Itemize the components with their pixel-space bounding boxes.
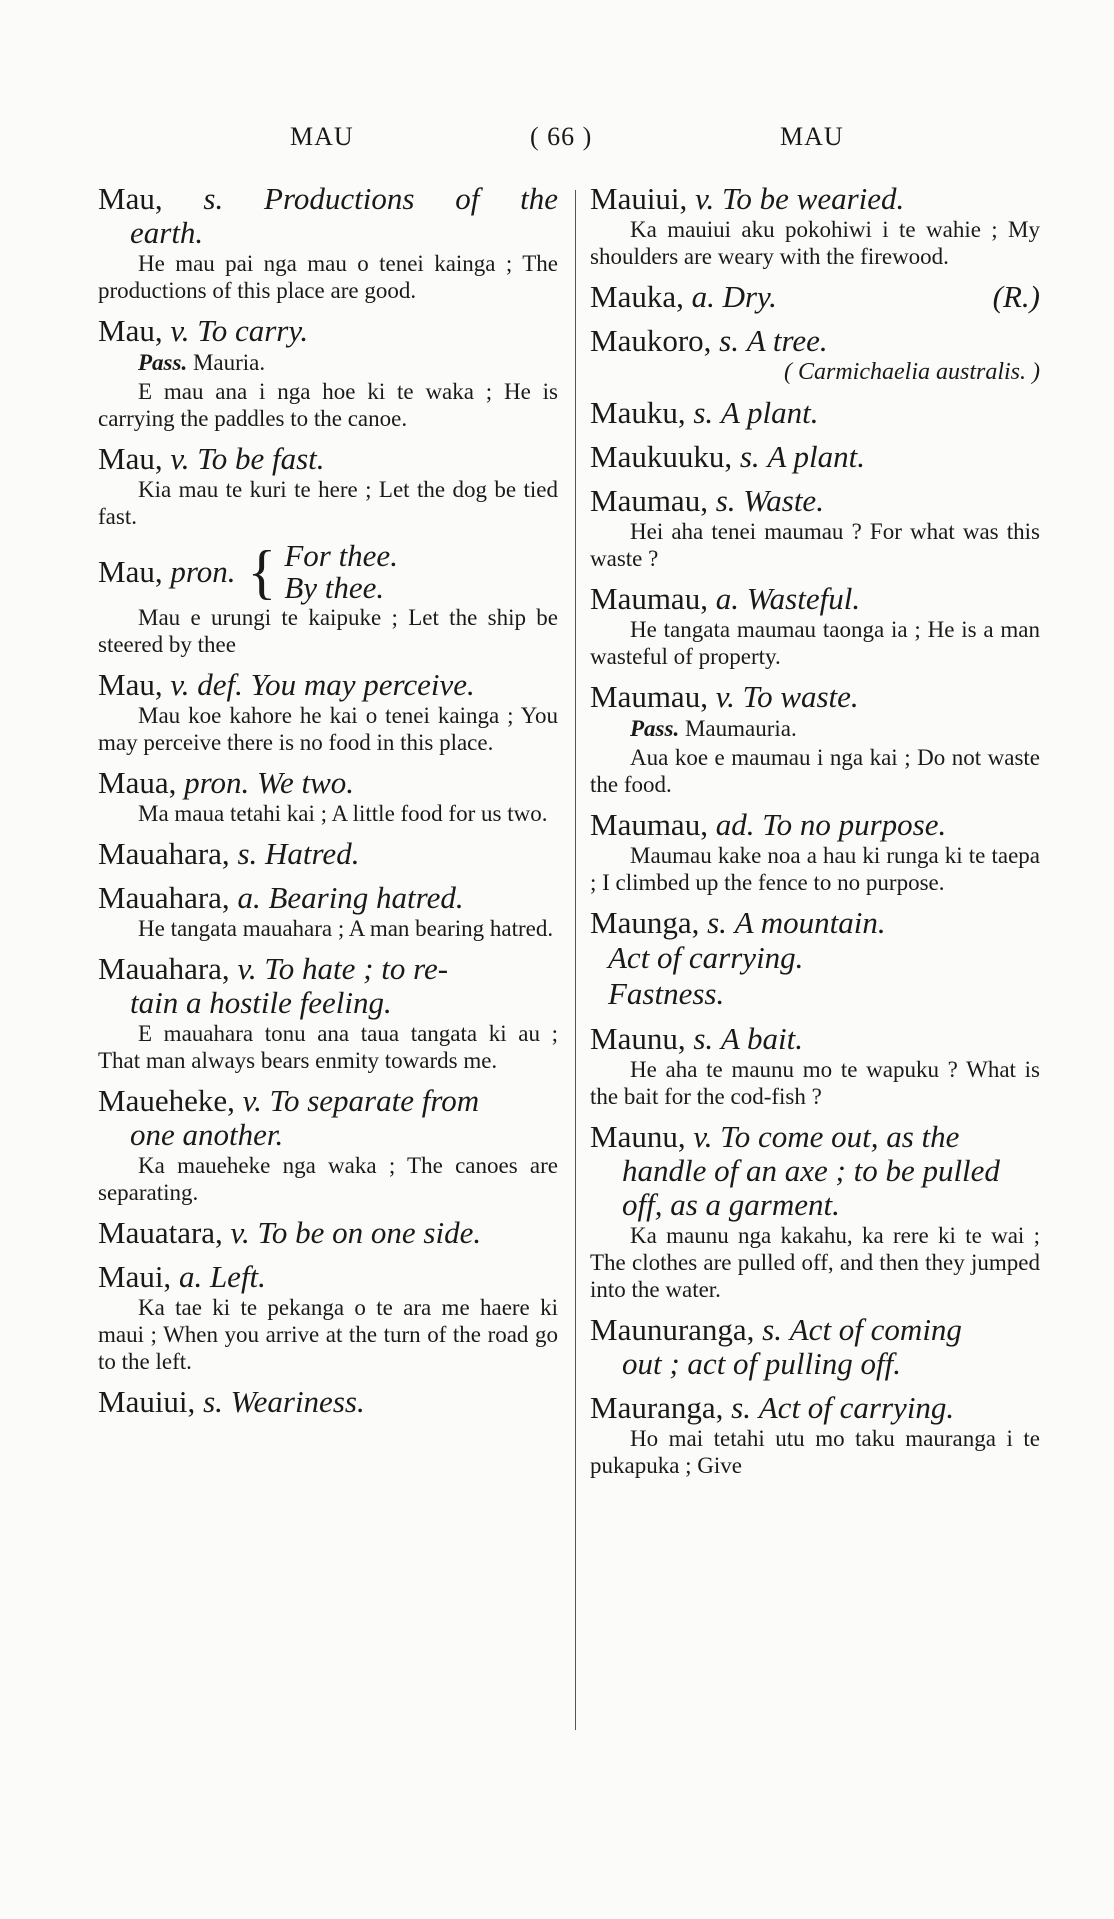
- header-left-guideword: MAU: [290, 122, 354, 151]
- entry-maukuuku: [590, 440, 1040, 474]
- example: Ka tae ki te pekanga o te ara me haere ki maui ; When you arrive at the turn of the road go to the left.: [98, 1295, 558, 1374]
- example: He mau pai nga mau o tenei kainga ; The productions of this place are good.: [98, 251, 558, 303]
- headword: Mauahara,: [98, 836, 230, 871]
- headword: Maumau,: [590, 807, 708, 842]
- headword: Mauku,: [590, 395, 686, 430]
- example: Ka maueheke nga waka ; The canoes are separating.: [98, 1153, 558, 1205]
- headword: Maunuranga,: [590, 1312, 755, 1347]
- definition: Act of carrying.: [758, 1390, 955, 1425]
- entry-mauiui-v: [590, 182, 1040, 270]
- entry-maunga: [590, 906, 1040, 1012]
- definition-2: By thee.: [284, 570, 385, 605]
- example: E mauahara tonu ana taua tangata ki au ; That man always bears enmity towards me.: [98, 1021, 558, 1073]
- entry-maui: [98, 1260, 558, 1375]
- headword: Maukuuku,: [590, 439, 733, 474]
- headword: Mauka,: [590, 279, 684, 314]
- headword: Mau,: [98, 554, 163, 589]
- part-of-speech: ad.: [715, 807, 755, 842]
- part-of-speech: v.: [715, 679, 735, 714]
- definition: To be wearied.: [722, 181, 905, 216]
- definition-continued: handle of an axe ; to be pulled off, as a garment.: [622, 1153, 1000, 1222]
- entry-mau-perceive: [98, 668, 558, 756]
- headword: Mau,: [98, 313, 163, 348]
- definition: Hatred.: [265, 836, 360, 871]
- part-of-speech: v.: [230, 1215, 250, 1250]
- headword: Mauahara,: [98, 880, 230, 915]
- running-header: [0, 122, 1114, 162]
- headword: Maumau,: [590, 581, 708, 616]
- passive-form: [590, 714, 1040, 744]
- entry-maumau-v: [590, 680, 1040, 798]
- example: Ma maua tetahi kai ; A little food for us two.: [138, 801, 548, 826]
- example: Maumau kake noa a hau ki runga ki te taepa ; I climbed up the fence to no purpose.: [590, 843, 1040, 895]
- entry-maueheke: [98, 1084, 558, 1206]
- example: Aua koe e maumau i nga kai ; Do not waste the food.: [590, 745, 1040, 797]
- part-of-speech: s.: [203, 181, 224, 216]
- part-of-speech: pron.: [184, 765, 250, 800]
- headword: Mauahara,: [98, 951, 230, 986]
- example: He tangata mauahara ; A man bearing hatred.: [138, 916, 554, 941]
- headword: Mau,: [98, 441, 163, 476]
- part-of-speech: s.: [693, 395, 714, 430]
- headword: Mauiui,: [98, 1384, 196, 1419]
- definition: To waste.: [742, 679, 859, 714]
- definition-continued: out ; act of pulling off.: [622, 1346, 901, 1381]
- headword: Maumau,: [590, 483, 708, 518]
- entry-maukoro: [590, 324, 1040, 386]
- entry-mauku: [590, 396, 1040, 430]
- passive-word: Maumauria.: [684, 716, 797, 741]
- definition: You may perceive.: [250, 667, 475, 702]
- entry-mauahara-v: [98, 952, 558, 1074]
- example: He aha te maunu mo te wapuku ? What is the bait for the cod-fish ?: [590, 1057, 1040, 1109]
- example: Mau e urungi te kaipuke ; Let the ship be steered by thee: [98, 605, 558, 657]
- sub-definition-2: Fastness.: [608, 976, 725, 1011]
- definition: To hate ; to re-: [264, 951, 449, 986]
- part-of-speech: s.: [707, 905, 727, 940]
- right-column: [590, 182, 1040, 1489]
- example: Ho mai tetahi utu mo taku mauranga i te pukapuka ; Give: [590, 1426, 1040, 1478]
- part-of-speech: v. def.: [170, 667, 243, 702]
- passive-label: Pass.: [630, 716, 680, 741]
- part-of-speech: s.: [762, 1312, 782, 1347]
- headword: Maunga,: [590, 905, 700, 940]
- part-of-speech: a.: [178, 1259, 203, 1294]
- page-number: ( 66 ): [530, 122, 593, 151]
- entry-mauka: [590, 280, 1040, 314]
- part-of-speech: pron.: [170, 554, 236, 589]
- entry-mau-carry: [98, 314, 558, 432]
- definition: To come out, as the: [720, 1119, 960, 1154]
- headword: Maui,: [98, 1259, 172, 1294]
- definition: Act of coming: [789, 1312, 962, 1347]
- part-of-speech: s.: [693, 1021, 714, 1056]
- definition-continued: earth.: [130, 215, 204, 250]
- definition: To no purpose.: [762, 807, 947, 842]
- definition-continued: tain a hostile feeling.: [130, 985, 392, 1020]
- part-of-speech: s.: [719, 323, 739, 358]
- part-of-speech: a.: [691, 279, 715, 314]
- part-of-speech: v.: [242, 1083, 262, 1118]
- entry-mau-pron: [98, 540, 558, 658]
- headword: Maumau,: [590, 679, 708, 714]
- reference-note: (R.): [992, 279, 1040, 314]
- entry-mauahara-a: [98, 881, 558, 942]
- sub-definition-1: Act of carrying.: [608, 940, 804, 975]
- part-of-speech: v.: [170, 313, 190, 348]
- part-of-speech: a.: [237, 880, 261, 915]
- passive-word: Mauria.: [192, 350, 266, 375]
- example: Hei aha tenei maumau ? For what was this waste ?: [590, 519, 1040, 571]
- entry-mau-productions: [98, 182, 558, 304]
- definition: To be fast.: [197, 441, 325, 476]
- part-of-speech: s.: [739, 439, 760, 474]
- scientific-name: ( Carmichaelia australis. ): [784, 359, 1040, 385]
- entry-mauiui-s: [98, 1385, 558, 1419]
- entry-maua: [98, 766, 558, 827]
- definition: We two.: [257, 765, 355, 800]
- definition: To be on one side.: [257, 1215, 482, 1250]
- headword: Maunu,: [590, 1021, 686, 1056]
- entry-maunu-v: [590, 1120, 1040, 1303]
- headword: Mauatara,: [98, 1215, 223, 1250]
- entry-maumau-ad: [590, 808, 1040, 896]
- definition: Bearing hatred.: [268, 880, 464, 915]
- part-of-speech: v.: [693, 1119, 713, 1154]
- headword: Mauranga,: [590, 1390, 724, 1425]
- example: Ka mauiui aku pokohiwi i te wahie ; My shoulders are weary with the firewood.: [590, 217, 1040, 269]
- part-of-speech: v.: [170, 441, 190, 476]
- part-of-speech: s.: [731, 1390, 751, 1425]
- definition-1: For thee.: [284, 538, 398, 573]
- example: Mau koe kahore he kai o tenei kainga ; You may perceive there is no food in this place.: [98, 703, 558, 755]
- left-column: [98, 182, 558, 1429]
- headword: Maunu,: [590, 1119, 686, 1154]
- definition: To separate from: [269, 1083, 480, 1118]
- definition: Wasteful.: [746, 581, 861, 616]
- header-right-guideword: MAU: [780, 122, 844, 151]
- entry-mau-fast: [98, 442, 558, 530]
- definition: Waste.: [743, 483, 824, 518]
- example: E mau ana i nga hoe ki te waka ; He is carrying the paddles to the canoe.: [98, 379, 558, 431]
- entry-mauahara-s: [98, 837, 558, 871]
- entry-maunuranga: [590, 1313, 1040, 1381]
- part-of-speech: s.: [237, 836, 258, 871]
- definition: A plant.: [720, 395, 819, 430]
- example: Ka maunu nga kakahu, ka rere ki te wai ; The clothes are pulled off, and then they jumped into the water.: [590, 1223, 1040, 1302]
- entry-maunu-s: [590, 1022, 1040, 1110]
- definition: A tree.: [746, 323, 828, 358]
- definition: To carry.: [197, 313, 309, 348]
- part-of-speech: v.: [695, 181, 715, 216]
- definition: Left.: [209, 1259, 266, 1294]
- entry-maumau-a: [590, 582, 1040, 670]
- example: Kia mau te kuri te here ; Let the dog be tied fast.: [98, 477, 558, 529]
- definition-continued: one another.: [130, 1117, 284, 1152]
- passive-label: Pass.: [138, 350, 188, 375]
- definition: Weariness.: [230, 1384, 365, 1419]
- entry-maumau-s: [590, 484, 1040, 572]
- definition: Productions of the: [264, 181, 559, 216]
- definition: A plant.: [767, 439, 866, 474]
- part-of-speech: s.: [715, 483, 736, 518]
- part-of-speech: s.: [203, 1384, 223, 1419]
- definition: A bait.: [720, 1021, 804, 1056]
- headword: Maua,: [98, 765, 177, 800]
- column-divider: [575, 190, 576, 1730]
- definition: A mountain.: [734, 905, 886, 940]
- definition: Dry.: [722, 279, 777, 314]
- passive-form: [98, 348, 558, 378]
- headword: Mauiui,: [590, 181, 688, 216]
- part-of-speech: v.: [237, 951, 257, 986]
- headword: Maukoro,: [590, 323, 712, 358]
- entry-mauranga: [590, 1391, 1040, 1479]
- example: He tangata maumau taonga ia ; He is a man wasteful of property.: [590, 617, 1040, 669]
- brace-symbol: {: [247, 539, 277, 605]
- headword: Mau,: [98, 181, 163, 216]
- headword: Mau,: [98, 667, 163, 702]
- part-of-speech: a.: [715, 581, 739, 616]
- entry-mauatara: [98, 1216, 558, 1250]
- headword: Maueheke,: [98, 1083, 235, 1118]
